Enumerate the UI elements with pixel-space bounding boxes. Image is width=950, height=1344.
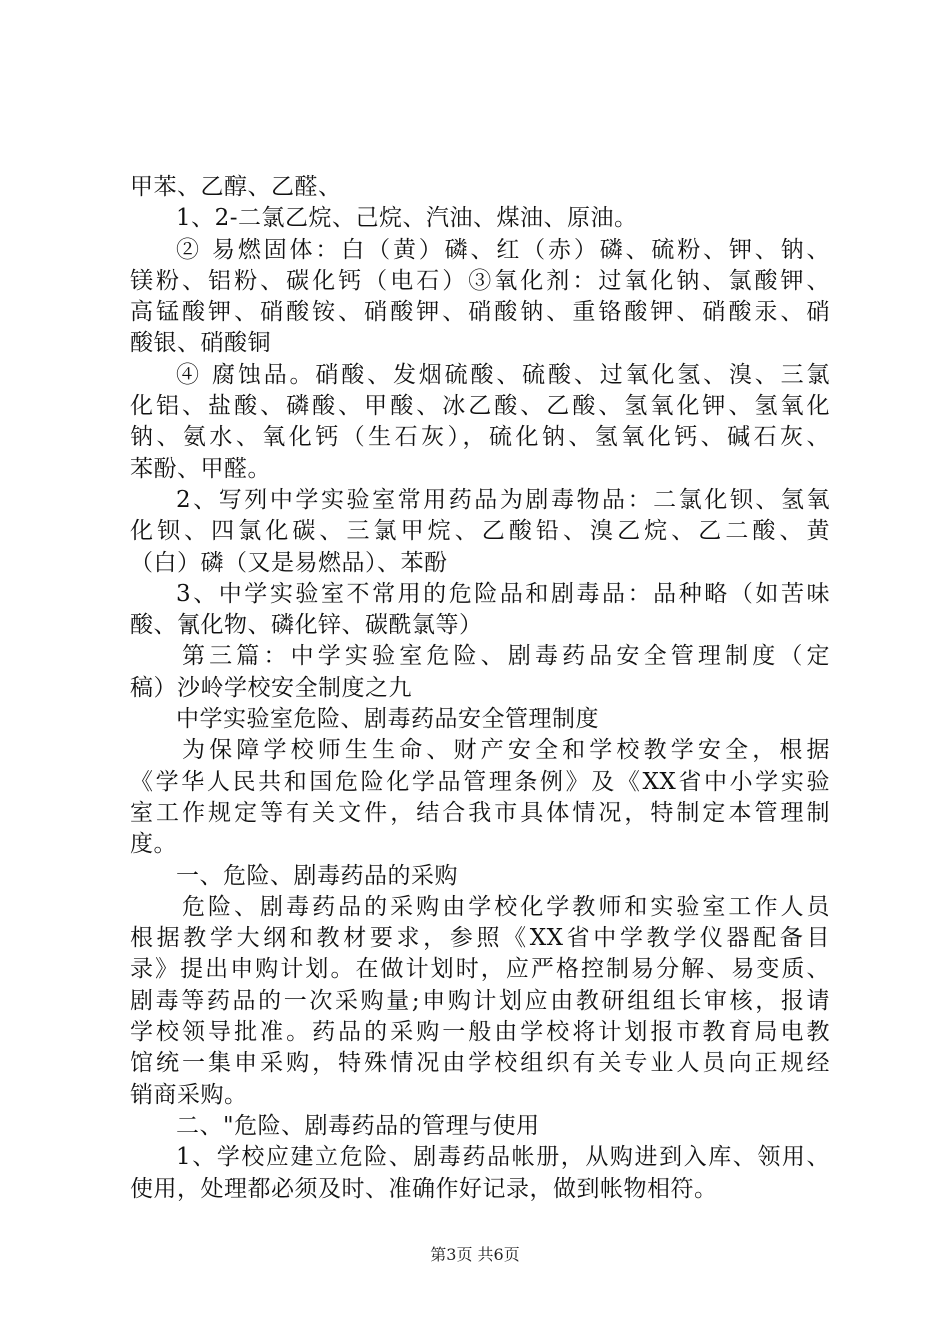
subsection-heading: 一、危险、剧毒药品的采购 <box>176 862 458 889</box>
text-line: ④ 腐蚀品。硝酸、发烟硫酸、硫酸、过氧化氢、溴、三氯 <box>176 361 830 388</box>
page-number-footer: 第3页 共6页 <box>430 1245 520 1264</box>
text-line: 录》提出申购计划。在做计划时，应严格控制易分解、易变质、 <box>130 956 830 983</box>
text-line: 1、2-二氯乙烷、己烷、汽油、煤油、原油。 <box>176 205 638 232</box>
text-line: ② 易燃固体：白（黄）磷、红（赤）磷、硫粉、钾、钠、 <box>176 236 830 263</box>
subsection-heading: 二、"危险、剧毒药品的管理与使用 <box>176 1112 540 1139</box>
text-line: （白）磷（又是易燃品）、苯酚 <box>130 549 448 576</box>
section-heading-line: 稿）沙岭学校安全制度之九 <box>130 674 412 701</box>
text-line: 1、学校应建立危险、剧毒药品帐册，从购进到入库、领用、 <box>176 1144 830 1171</box>
text-line: 化铝、盐酸、磷酸、甲酸、冰乙酸、乙酸、氢氧化钾、氢氧化 <box>130 393 830 420</box>
text-line: 危险、剧毒药品的采购由学校化学教师和实验室工作人员 <box>182 893 830 920</box>
text-line: 根据教学大纲和教材要求，参照《XX省中学教学仪器配备目 <box>130 925 830 952</box>
text-line: 销商采购。 <box>130 1081 248 1108</box>
text-line: 室工作规定等有关文件，结合我市具体情况，特制定本管理制 <box>130 799 830 826</box>
text-line: 化钡、四氯化碳、三氯甲烷、乙酸铅、溴乙烷、乙二酸、黄 <box>130 518 830 545</box>
text-line: 使用，处理都必须及时、准确作好记录，做到帐物相符。 <box>130 1175 718 1202</box>
text-line: 钠、氨水、氧化钙（生石灰），硫化钠、氢氧化钙、碱石灰、 <box>130 424 830 451</box>
text-line: 高锰酸钾、硝酸铵、硝酸钾、硝酸钠、重铬酸钾、硝酸汞、硝 <box>130 299 830 326</box>
section-heading-line: 第三篇：中学实验室危险、剧毒药品安全管理制度（定 <box>182 643 830 670</box>
text-line: 酸银、硝酸铜 <box>130 330 271 357</box>
text-line: 馆统一集申采购，特殊情况由学校组织有关专业人员向正规经 <box>130 1050 830 1077</box>
text-line: 度。 <box>130 831 177 858</box>
text-line: 甲苯、乙醇、乙醛、 <box>130 174 342 200</box>
text-line: 镁粉、铝粉、碳化钙（电石）③氧化剂：过氧化钠、氯酸钾、 <box>130 267 830 294</box>
text-line: 《学华人民共和国危险化学品管理条例》及《XX省中小学实验 <box>130 768 830 795</box>
document-title: 中学实验室危险、剧毒药品安全管理制度 <box>176 706 599 733</box>
document-body <box>130 172 830 1205</box>
text-line: 3、中学实验室不常用的危险品和剧毒品：品种略（如苦味 <box>176 580 830 607</box>
text-line: 2、写列中学实验室常用药品为剧毒物品：二氯化钡、氢氧 <box>176 486 830 513</box>
text-line: 酸、氰化物、磷化锌、碳酰氯等） <box>130 612 483 639</box>
text-line: 学校领导批准。药品的采购一般由学校将计划报市教育局电教 <box>130 1019 830 1046</box>
text-line: 为保障学校师生生命、财产安全和学校教学安全，根据 <box>182 737 830 764</box>
text-line: 剧毒等药品的一次采购量;申购计划应由教研组组长审核，报请 <box>130 987 830 1014</box>
text-line: 苯酚、甲醛。 <box>130 455 271 482</box>
